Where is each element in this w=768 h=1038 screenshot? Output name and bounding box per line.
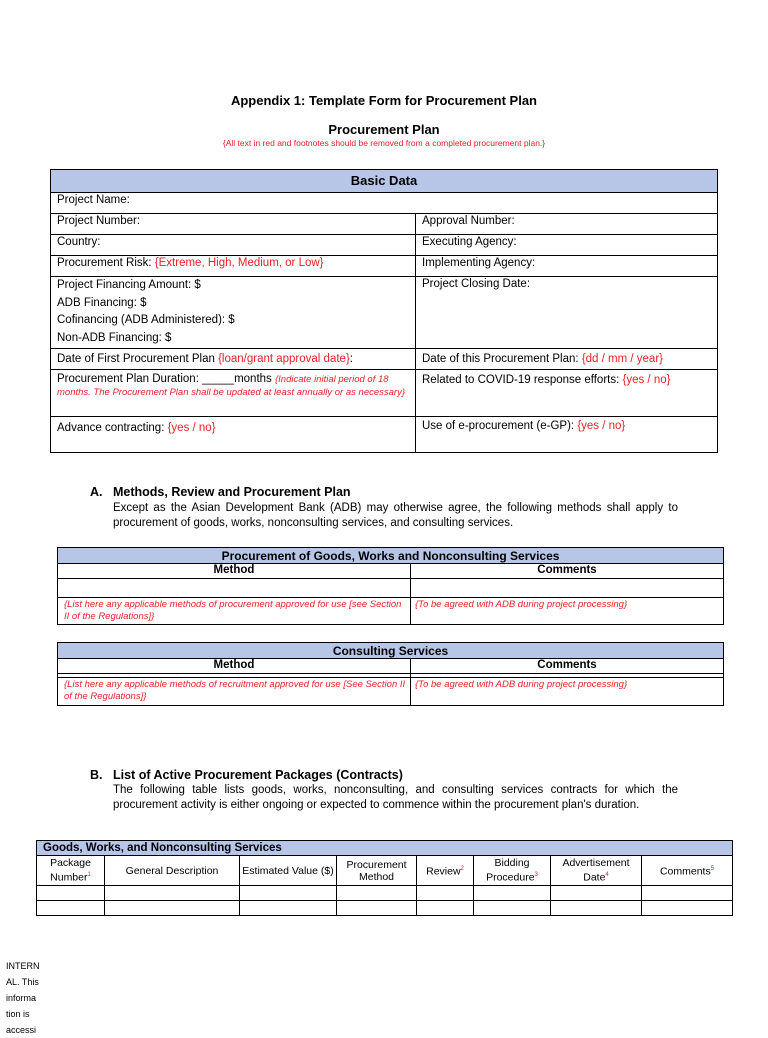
approval-number-label: Approval Number:	[422, 215, 515, 227]
project-financing-line: Project Financing Amount: $	[57, 279, 201, 291]
red-instruction-note: {All text in red and footnotes should be removed from a completed procurement plan.}	[222, 138, 546, 148]
advance-contracting-label: Advance contracting:	[57, 422, 168, 434]
first-plan-date-value: {loan/grant approval date}	[218, 353, 350, 365]
first-plan-date-colon: :	[349, 353, 353, 365]
section-b-label: B.	[90, 768, 103, 782]
covid-label: Related to COVID-19 response efforts:	[422, 374, 623, 386]
project-name-cell	[51, 193, 718, 214]
advance-contracting-cell	[51, 417, 416, 453]
this-plan-date-label: Date of this Procurement Plan:	[422, 353, 582, 365]
plan-duration-label: Procurement Plan Duration: _____months	[57, 373, 275, 385]
project-closing-date-label: Project Closing Date:	[422, 278, 531, 290]
procurement-risk-cell	[51, 256, 416, 277]
goods-blank-cell	[411, 579, 724, 598]
goods-method-instruction: {List here any applicable methods of procurement approved for use [see Section II of the Regulations]}	[58, 598, 411, 625]
first-plan-date-cell	[51, 349, 416, 370]
internal-side-note: INTERN AL. This informa tion is accessi	[6, 961, 40, 1035]
procurement-risk-value: {Extreme, High, Medium, or Low}	[154, 257, 324, 269]
first-plan-date-label: Date of First Procurement Plan	[57, 353, 219, 365]
project-name-label: Project Name:	[57, 194, 130, 206]
plan-duration-cell	[51, 370, 416, 417]
project-number-label: Project Number:	[57, 215, 141, 227]
table-row	[37, 901, 733, 916]
implementing-agency-label: Implementing Agency:	[422, 257, 536, 269]
footnote-5: 5	[710, 866, 715, 873]
consulting-comments-column: Comments	[411, 659, 724, 674]
package-number-label: Package Number	[50, 857, 91, 884]
packages-table-header: Goods, Works, and Nonconsulting Services	[37, 841, 733, 856]
procurement-method-column: Procurement Method	[337, 856, 417, 886]
goods-method-column: Method	[58, 564, 411, 579]
project-number-cell	[51, 214, 416, 235]
executing-agency-label: Executing Agency:	[422, 236, 517, 248]
comments-column	[642, 856, 733, 886]
comments-label: Comments	[659, 865, 711, 878]
this-plan-date-value: {dd / mm / year}	[581, 353, 663, 365]
consulting-method-column: Method	[58, 659, 411, 674]
basic-data-header: Basic Data	[51, 170, 718, 193]
review-column	[417, 856, 474, 886]
estimated-value-column: Estimated Value ($)	[240, 856, 337, 886]
e-procurement-value: {yes / no}	[577, 420, 626, 432]
package-number-column	[37, 856, 105, 886]
advertisement-date-label: Advertisement Date	[562, 857, 630, 884]
table-row	[37, 886, 733, 901]
section-a-label: A.	[90, 485, 103, 499]
footnote-4: 4	[605, 872, 609, 879]
plan-duration-instruction: {Indicate initial period of 18 months. The Procurement Plan shall be updated at least annually or as necessary}	[57, 374, 406, 398]
project-closing-date-cell	[416, 277, 718, 349]
executing-agency-cell	[416, 235, 718, 256]
footnote-2: 2	[460, 866, 464, 873]
country-cell	[51, 235, 416, 256]
adb-financing-line: ADB Financing: $	[57, 296, 147, 309]
goods-comments-column: Comments	[411, 564, 724, 579]
covid-cell	[416, 370, 718, 417]
section-a-body: Except as the Asian Development Bank (ADB) may otherwise agree, the following methods shall apply to procurement of goods, works, nonconsulting services, and consulting services.	[113, 502, 678, 529]
appendix-title: Appendix 1: Template Form for Procurement Plan	[230, 93, 538, 108]
this-plan-date-cell	[416, 349, 718, 370]
section-b-body: The following table lists goods, works, nonconsulting, and consulting services contracts for which the procurement activity is either ongoing or expected to commence within the procurement plan's duration.	[113, 784, 678, 811]
implementing-agency-cell	[416, 256, 718, 277]
plan-title: Procurement Plan	[328, 122, 440, 137]
basic-data-table	[50, 169, 718, 453]
packages-table	[36, 840, 733, 916]
review-label: Review	[426, 865, 461, 878]
country-label: Country:	[57, 236, 101, 248]
bidding-procedure-label: Bidding Procedure	[486, 857, 535, 884]
consulting-methods-header: Consulting Services	[58, 643, 724, 659]
goods-methods-table	[57, 547, 724, 625]
consulting-methods-table	[57, 642, 724, 706]
section-b-title: List of Active Procurement Packages (Contracts)	[113, 768, 403, 782]
section-a-title: Methods, Review and Procurement Plan	[113, 485, 351, 499]
bidding-procedure-column	[474, 856, 551, 886]
non-adb-financing-line: Non-ADB Financing: $	[57, 331, 172, 344]
goods-blank-cell	[58, 579, 411, 598]
advertisement-date-column	[551, 856, 642, 886]
procurement-risk-label: Procurement Risk:	[57, 257, 155, 269]
footnote-1: 1	[87, 872, 91, 879]
footnote-3: 3	[534, 872, 538, 879]
advance-contracting-value: {yes / no}	[167, 422, 216, 434]
financing-cell	[51, 277, 416, 349]
goods-methods-header: Procurement of Goods, Works and Nonconsulting Services	[58, 548, 724, 564]
goods-comments-instruction: {To be agreed with ADB during project processing}	[411, 598, 724, 625]
general-description-column: General Description	[105, 856, 240, 886]
e-procurement-cell	[416, 417, 718, 453]
consulting-method-instruction: {List here any applicable methods of recruitment approved for use [See Section II of the Regulations]}	[58, 678, 411, 706]
covid-value: {yes / no}	[622, 374, 671, 386]
e-procurement-label: Use of e-procurement (e-GP):	[422, 420, 578, 432]
approval-number-cell	[416, 214, 718, 235]
consulting-comments-instruction: {To be agreed with ADB during project processing}	[411, 678, 724, 706]
cofinancing-line: Cofinancing (ADB Administered): $	[57, 314, 235, 326]
